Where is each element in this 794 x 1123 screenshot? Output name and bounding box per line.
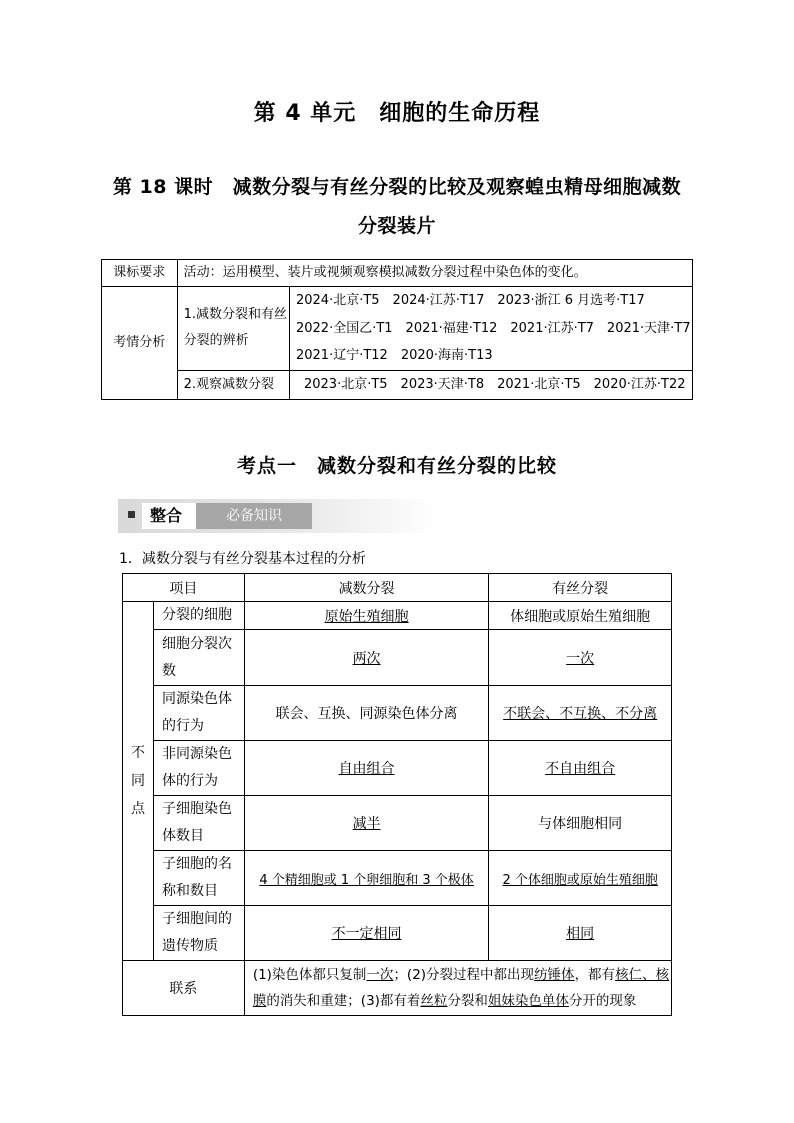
row-label: 分裂的细胞 — [153, 602, 244, 630]
meiosis-cell — [244, 796, 489, 851]
meiosis-value: 联会、互换、同源染色体分离 — [275, 706, 458, 722]
table-row — [123, 906, 672, 961]
topic-2-exams: 2023·北京·T5 2023·天津·T8 2021·北京·T5 2020·江苏·T22 — [289, 370, 692, 399]
row-label: 子细胞间的遗传物质 — [153, 906, 244, 961]
unit-title: 第 4 单元 细胞的生命历程 — [253, 101, 541, 126]
header-item: 项目 — [123, 574, 245, 602]
mitosis-value: 不联会、不互换、不分离 — [503, 706, 658, 722]
curriculum-table — [101, 259, 693, 400]
row-label: 子细胞染色体数目 — [153, 796, 244, 851]
group-label — [123, 602, 154, 961]
item-heading: 1．减数分裂与有丝分裂基本过程的分析 — [119, 551, 366, 567]
table-row — [123, 851, 672, 906]
meiosis-value: 不一定相同 — [331, 926, 402, 942]
section-tag — [118, 499, 438, 533]
row-label: 子细胞的名称和数目 — [153, 851, 244, 906]
meiosis-cell — [244, 630, 489, 686]
table-row — [123, 630, 672, 686]
meiosis-value: 减半 — [352, 816, 381, 832]
mitosis-value: 相同 — [566, 926, 595, 942]
header-mitosis: 有丝分裂 — [489, 574, 672, 602]
row-label: 同源染色体的行为 — [153, 686, 244, 741]
meiosis-cell — [244, 851, 489, 906]
tag-secondary — [196, 503, 312, 529]
section-title: 考点一 减数分裂和有丝分裂的比较 — [236, 455, 557, 477]
row-label: 细胞分裂次数 — [153, 630, 244, 686]
relation-part: 核仁、 — [615, 967, 656, 983]
meiosis-value: 自由组合 — [338, 761, 395, 777]
meiosis-value: 原始生殖细胞 — [324, 608, 409, 625]
comparison-table — [122, 573, 672, 1016]
mitosis-value: 2 个体细胞或原始生殖细胞 — [502, 872, 658, 888]
tag-primary-label: 整合 — [150, 506, 183, 525]
exam-line: 2022·全国乙·T1 2021·福建·T12 2021·江苏·T7 2021·天津·T7 — [295, 320, 691, 336]
mitosis-cell — [489, 796, 672, 851]
meiosis-value: 4 个精细胞或 1 个卵细胞和 3 个极体 — [259, 872, 474, 888]
meiosis-cell — [244, 741, 489, 796]
mitosis-value: 体细胞或原始生殖细胞 — [510, 608, 651, 625]
relation-label: 联系 — [123, 961, 245, 1016]
relation-part: ，都有 — [574, 967, 616, 983]
analysis-row-1 — [102, 287, 693, 371]
exam-line: 2021·辽宁·T12 2020·海南·T13 — [295, 348, 493, 363]
req-label: 课标要求 — [102, 260, 178, 287]
mitosis-cell — [489, 851, 672, 906]
topic-2: 2.观察减数分裂 — [177, 370, 289, 399]
relation-part: 分裂和 — [447, 993, 488, 1009]
req-text: 活动：运用模型、装片或视频观察模拟减数分裂过程中染色体的变化。 — [177, 260, 692, 287]
relation-part: 分开的现象 — [568, 993, 637, 1009]
row-label: 非同源染色体的行为 — [153, 741, 244, 796]
topic-1: 1.减数分裂和有丝分裂的辨析 — [177, 287, 289, 371]
meiosis-cell — [244, 906, 489, 961]
relation-row — [123, 961, 672, 1016]
table-row — [123, 796, 672, 851]
analysis-label: 考情分析 — [102, 287, 178, 400]
lesson-title: 第 18 课时 减数分裂与有丝分裂的比较及观察蝗虫精母细胞减数分裂装片 — [112, 176, 682, 237]
table-row — [123, 602, 672, 630]
mitosis-value: 一次 — [566, 650, 595, 667]
header-meiosis: 减数分裂 — [244, 574, 489, 602]
relation-part: ；(2)分裂过程中都出现 — [393, 967, 535, 983]
mitosis-value: 与体细胞相同 — [538, 816, 623, 832]
meiosis-cell — [244, 602, 489, 630]
relation-part: 核膜 — [252, 967, 670, 1009]
topic-1-exams — [289, 287, 692, 371]
mitosis-cell — [489, 741, 672, 796]
mitosis-cell — [489, 906, 672, 961]
tag-secondary-label: 必备知识 — [226, 508, 282, 524]
mitosis-value: 不自由组合 — [545, 761, 616, 777]
relation-text — [244, 961, 671, 1016]
relation-part: 姐妹染色单体 — [487, 993, 569, 1009]
group-label-text: 不同点 — [130, 745, 145, 817]
exam-line: 2024·北京·T5 2024·江苏·T17 2023·浙江 6 月选考·T17 — [295, 293, 645, 308]
header-row — [123, 574, 672, 602]
mitosis-cell — [489, 686, 672, 741]
relation-part: (1)染色体都只复制 — [252, 967, 367, 983]
table-row — [123, 741, 672, 796]
table-row — [123, 686, 672, 741]
analysis-row-2 — [102, 370, 693, 399]
mitosis-cell — [489, 630, 672, 686]
relation-part: 纺锤体 — [534, 967, 575, 983]
relation-part: 的消失和重建；(3)都有着 — [266, 993, 421, 1009]
meiosis-value: 两次 — [352, 650, 381, 667]
relation-part: 丝粒 — [420, 993, 448, 1009]
relation-part: 一次 — [366, 967, 394, 983]
square-bullet-icon — [128, 511, 135, 518]
mitosis-cell — [489, 602, 672, 630]
requirement-row — [102, 260, 693, 287]
meiosis-cell — [244, 686, 489, 741]
